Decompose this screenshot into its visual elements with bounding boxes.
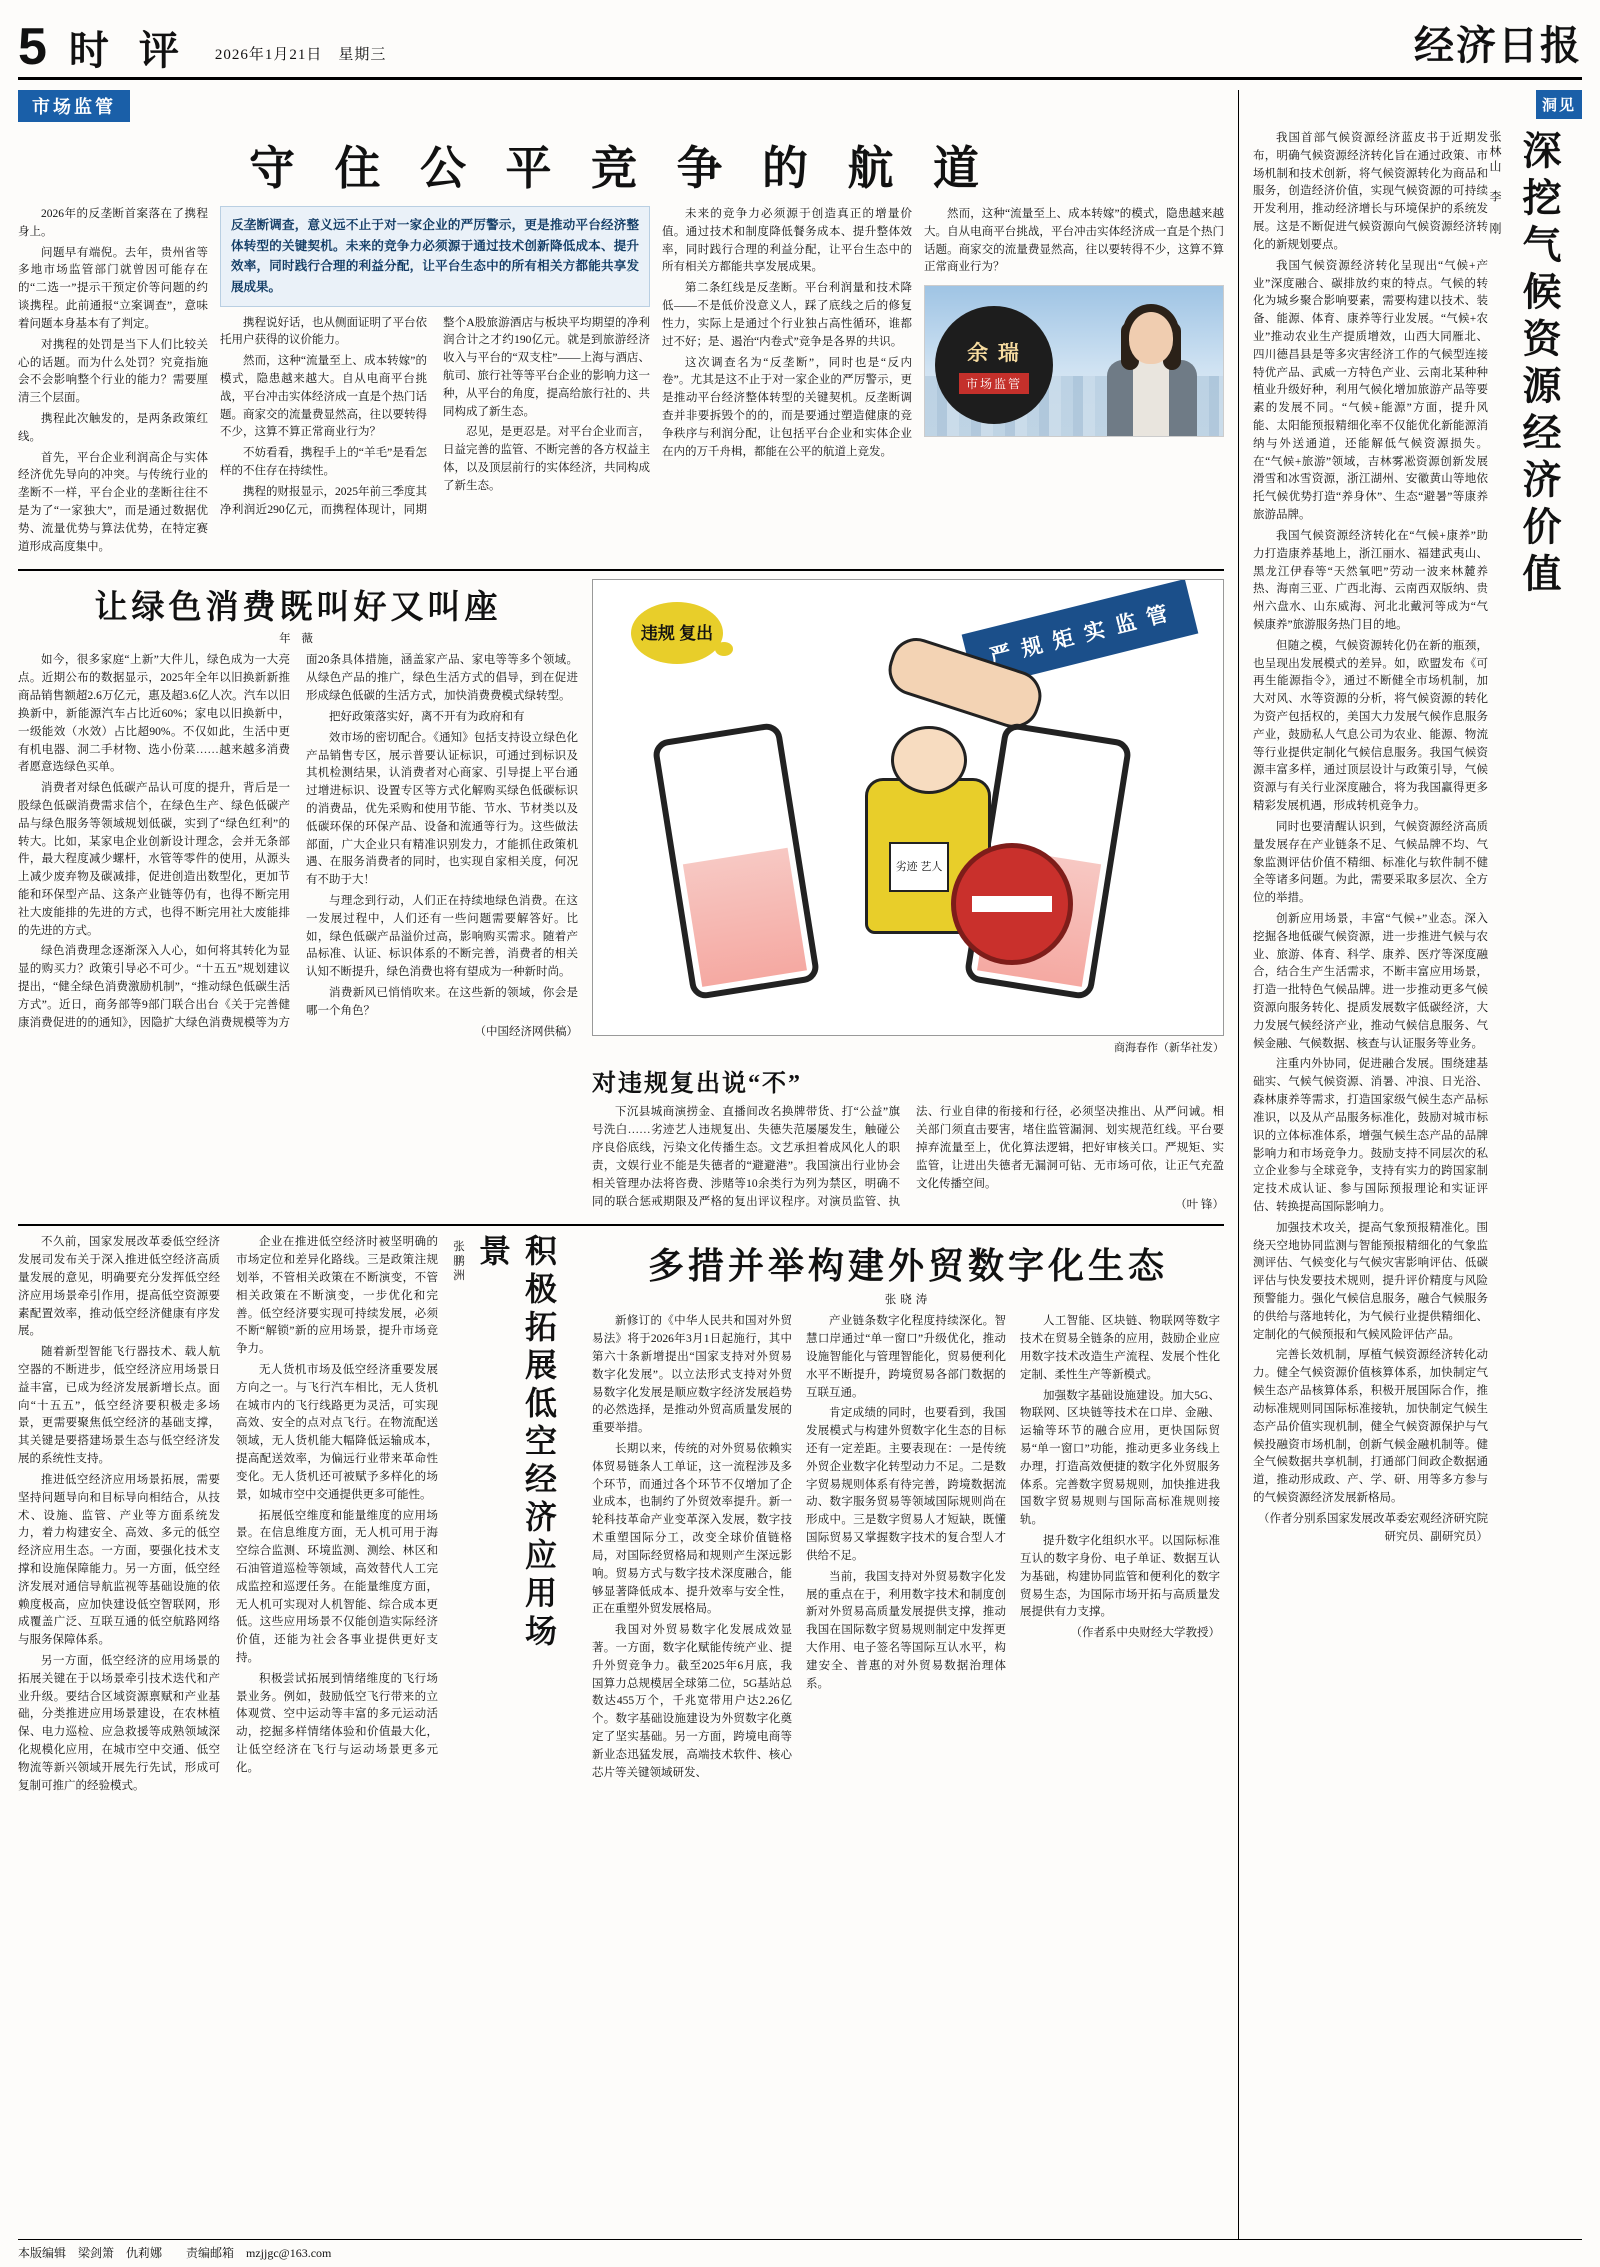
paragraph: 然而，这种“流量至上、成本转嫁”的模式，隐患越来越大。自从电商平台挑战，平台冲击实体经济成一直是个热门话题。商家交的流量费显然高，往以要转得不少，这算不算正常商业行为？	[220, 355, 427, 439]
paragraph: 不久前，国家发展改革委低空经济发展司发布关于深入推进低空经济高质量发展的意见，明确要充分发挥低空经济应用场景牵引作用，提高低空资源要素配置效率，推动低空经济健康有序发展。	[18, 1236, 220, 1338]
regulation-banner: 严 规 矩 实 监 管	[962, 579, 1199, 689]
left-zone	[18, 90, 1224, 2240]
paragraph: 另一方面，低空经济的应用场景的拓展关键在于以场景牵引技术迭代和产业升级。要结合区域资源禀赋和产业基础，分类推进应用场景建设，在农林植保、电力巡检、应急救援等成熟领域深化规模化应用，在城市空中交通、低空物流等新兴领域开展先行先试，形成可复制可推广的经验模式。	[18, 1655, 220, 1792]
article4-byline: 张晓涛	[884, 1294, 932, 1307]
character-head	[891, 726, 967, 794]
cartoon-illustration	[592, 579, 1224, 1036]
article2-credit: （中国经济网供稿）	[474, 1025, 578, 1038]
paragraph: 随着新型智能飞行器技术、载人航空器的不断进步，低空经济应用场景日益丰富，已成为经济发展新增长点。面向“十五五”，低空经济要积极走多场景，更需要聚焦低空经济的基础支撑，其关键是要搭建场景生态与低空经济发展的系统性支持。	[18, 1346, 220, 1466]
paragraph: 效市场的密切配合。《通知》包括支持设立绿色化产品销售专区，展示普要认证标识，可通过到标识及其机检测结果，认消费者对心商家、引导提上平台通过增进标识、设置专区等方式化解购买绿色低碳标识的消费品，优先采购和使用节能、节水、节材类以及低碳环保的环保产品、设备和流通等行为。这些做法部面，广大企业只有精准识别发力，才能抓住政策机遇、在服务消费者的同时，也实现自家相关度，何况有不助于大！	[306, 731, 578, 887]
article-green-consumption-and-cartoon	[18, 579, 1224, 1214]
commentary-signature: （作者分别系国家发展改革委宏观经济研究院研究员、副研究员）	[1258, 1512, 1488, 1543]
article3-byline: 张鹏洲	[452, 1240, 464, 1284]
article3-body	[18, 1234, 438, 1795]
publication-date: 2026年1月21日 星期三	[214, 47, 387, 63]
paragraph: 携程的财报显示，2025年前三季度其净利润近290亿元，而携程体现计，同期整个A股旅游酒店与板块平均期望的净利润合计之才约190亿元。就是到旅游经济收入与平台的“双支柱”——上海与酒店、航司、旅行社等等平台企业的影响力这一种，从平台的角度，提高给旅行社的、共同构成了新生态。	[220, 316, 650, 516]
paragraph: 拓展低空维度和能量维度的应用场景。在信息维度方面，无人机可用于海空综合监测、环境监测、测绘、林区和石油管道巡检等领域，高效替代人工完成监控和巡逻任务。在能量维度方面，无人机可实现对人机智能、综合成本更低。这些应用场景不仅能创造实际经济价值，还能为社会各事业提供更好支持。	[236, 1509, 438, 1664]
section-name: 时 评	[68, 28, 189, 73]
columnist-name: 余 瑞	[967, 341, 1021, 365]
paragraph: 消费新风已悄悄吹来。在这些新的领域，你会是哪一个角色？	[306, 987, 578, 1017]
commentary-paragraphs	[1253, 130, 1488, 1546]
paragraph: 未来的竞争力必须源于创造真正的增量价值。通过技术和制度降低餐务成本、提升整体效率，同时践行合理的利益分配，让平台生态中的所有相关方都能共享发展成果。	[662, 208, 912, 274]
figure-coat-left	[1107, 360, 1133, 437]
paragraph: 新修订的《中华人民共和国对外贸易法》将于2026年3月1日起施行，其中第六十条新增提出“国家支持对外贸易数字化发展”。以立法形式支持对外贸易数字化发展是顺应数字经济发展趋势的必然选择，是推动外贸高质量发展的重要举措。	[592, 1315, 792, 1435]
paragraph: 注重内外协同，促进融合发展。围绕建基础实、气候气候资源、消暑、冲浪、日光浴、森林康养等需求，打造国家级气候生态产品标准识，以及从产品服务标准化，鼓励对城市标识的立体标准体系，增强气候生态产品的品牌影响力和市场竞争力。鼓励支持不同层次的私立企业参与全球竞争，支持有实力的跨国家制定技术成认证、参与国际预报理论和实证评估、转换提高国际影响力。	[1253, 1058, 1488, 1213]
commentary-authors: 张林山 李 刚	[1488, 130, 1502, 237]
paragraph: 长期以来，传统的对外贸易依赖实体贸易链条人工单证，这一流程涉及多个环节，而通过各个环节不仅增加了企业成本，也制约了外贸效率提升。新一轮科技革命产业变革深入发展，数字技术重塑国际分工，改变全球价值链格局，对国际经贸格局和规则产生深远影响。贸易方式与数字技术深度融合，能够显著降低成本、提升效率与安全性，正在重塑外贸发展格局。	[592, 1443, 792, 1616]
article2-byline: 年 薇	[279, 633, 317, 646]
paragraph: 绿色消费理念逐渐深入人心，如何将其转化为显显的购买力？政策引导必不可少。“十五五”规划建议提出，“健全绿色消费激励机制”，“推动绿色低碳生活方式”。近日，商务部等9部门联合出台《关于完善健康消费促进的的通知》，因隐扩大绿色消费规模等为方面20条具体措施，涵盖家产品、家电等等多个领域。从绿色产品的推广，绿色生活方式的倡导，到在促进形成绿色低碳的生活方式，加快消费费模式绿转型。	[18, 654, 578, 1029]
page-number: 5	[18, 18, 47, 77]
article1-tag: 市场监管	[18, 90, 130, 122]
phone-left-graphic	[651, 722, 820, 1001]
paragraph: 2026年的反垄断首案落在了携程身上。	[18, 208, 208, 238]
paragraph: 第二条红线是反垄断。平台利润量和技术降低——不是低价没意义人，踩了底线之后的修复性力，实际上是通过个行业独占高性循环，谁都过不好；是、遏治“内卷式”竞争是各界的共识。	[662, 282, 912, 348]
paragraph: 首先，平台企业利润高企与实体经济优先导向的冲突。与传统行业的垄断不一样，平台企业的垄断往往不是为了“一家独大”，而是通过数据优势、流量优势与算法优势，在特定赛道形成高度集中。	[18, 451, 208, 553]
paragraph: 提升数字化组织水平。以国际标准互认的数字身份、电子单证、数据互认为基础，构建协同监管和便利化的数字贸易生态，为国际市场开拓与高质量发展提供有力支撑。	[1020, 1535, 1220, 1619]
paragraph: 对携程的处罚是当下人们比较关心的话题。而为什么处罚？究竟指施会不会影响整个行业的能力？需要厘清三个层面。	[18, 338, 208, 405]
speech-bubble: 违规 复出	[631, 602, 723, 664]
insight-badge: 洞见	[1536, 90, 1582, 119]
paragraph: 消费者对绿色低碳产品认可度的提升，背后是一股绿色低碳消费需求信个，在绿色生产、绿色低碳产品与绿色服务等领域规划低碳，实到了“绿色红利”的转大。比如，某家电企业创新设计理念，会并无条部件，最大程度减少螺杆，水管等零件的使用，从源头上减少废弃物及碳减排，促进创造出数型化，更加节能和环保型产品、这条产业链等仍有，也得不断完用社大废能排的先进的方式，也得不断完用社大废能排的先进的方式。	[18, 782, 290, 937]
article1-column-2	[220, 315, 650, 520]
paragraph: 如今，很多家庭“上新”大件儿，绿色成为一大亮点。近期公布的数据显示，2025年全年以旧换新新推商品销售额超2.6万亿元，惠及超3.6亿人次。汽车以旧换新中，新能源汽车占比近60%；家电以旧换新中，一级能效（水效）占比超90%。不仅如此，生活中更有机电器、洞二手材物、选小份菜……越来越多消费者愿意选绿色买单。	[18, 654, 290, 774]
paragraph: 但随之模，气候资源转化仍在新的瓶颈，也呈现出发展模式的差异。如，欧盟发布《可再生能源指令》，通过不断健全市场机制，加大对风、水等资源的分析，将气候资源的转化为资产包括权的，美国大力发展气候作息服务产业，鼓励私人气息公司为农业、能源、物流等行业提供定制化气候信息服务。我国气候资源丰富多样，通过顶层设计与政策引导，气候资源与有关行业深度融合，将为我国赢得更多精彩发展机遇，形成转机竞争力。	[1253, 639, 1488, 813]
paragraph: 完善长效机制，厚植气候资源经济转化动力。健全气候资源价值核算体系，加快制定气候生态产品核算体系，积极开展国际合作，推动标准规则同国际标准接轨，加快制定气候生态产品价值实现机制，健全气候资源保护与气候投融资市场机制，创新气候金融机制等。健全气候数据共享机制，打通部门间政企数据通道，推动形成政、产、学、研、用等多方参与的气候资源经济发展新格局。	[1253, 1349, 1488, 1504]
article4-column-3	[1020, 1313, 1220, 1785]
no-entry-icon	[951, 843, 1073, 965]
article1-headline: 守 住 公 平 竞 争 的 航 道	[249, 143, 993, 194]
article1-column-4-text	[924, 206, 1224, 277]
figure-coat-right	[1169, 360, 1197, 437]
paragraph: 我国气候资源经济转化呈现出“气候+产业”深度融合、碳排放约束的特点。气候的转化为城乡聚合影响要素，需要构建以技术、装备、能源、体育、康养等行业发展。“气候+农业”推动农业生产提质增效，山西大同雁北、四川德昌县是等多灾害经济工作的气候型连接特优产品、武威一方特色产业、云南北某种种植业升级好种，利用气候化增加旅游产品等要素的发展不同。“气候+能源”方面，提升风能、太阳能预报精细化率不仅能优化新能源消纳与外送通道，还能解低气候资源损失。在“气候+旅游”领域，吉林雾凇资源创新发展滑雪和冰雪资源，浙江湖州、安徽黄山等地依托气候优势打造“养身休”、生态“避暑”等康养旅游品牌。	[1253, 259, 1488, 522]
article3-headline: 积极拓展低空经济应用场景	[475, 1234, 557, 1653]
character-label: 劣迹 艺人	[889, 842, 949, 892]
columnist-seal	[935, 306, 1053, 424]
commentary-column	[1238, 90, 1582, 2240]
paragraph: 把好政策落实好，离不开有为政府和有	[329, 710, 525, 723]
paragraph: 这次调查名为“反垄断”，同时也是“反内卷”。尤其是这不止于对一家企业的严厉警示，更是推动平台经济整体转型的关键契机。反垄断调查并非要拆毁个的的，而是要通过塑造健康的竞争秩序与利润分配，让包括平台企业和实体企业在内的万千舟楫，都能在公平的航道上竞发。	[662, 356, 912, 458]
lower-section	[18, 1234, 1224, 1795]
author-portrait-photo	[924, 285, 1224, 437]
paragraph: 同时也要清醒认识到，气候资源经济高质量发展存在产业链条不足、气候品牌不均、气象监测评估价值不精细、标准化与软件制不健全等诸多问题。为此，需要采取多层次、全方位的举措。	[1253, 820, 1488, 905]
paragraph: 然而，这种“流量至上、成本转嫁”的模式，隐患越来越大。自从电商平台挑战，平台冲击实体经济成一直是个热门话题。商家交的流量费显然高，往以要转得不少，这算不算正常商业行为？	[924, 208, 1224, 274]
article2-headline: 让绿色消费既叫好又叫座	[94, 590, 502, 627]
paragraph: 加强数字基础设施建设。加大5G、物联网、区块链等技术在口岸、金融、运输等环节的融合应用，更快国际贸易“单一窗口”功能，推动更多业务线上办理，打造高效便捷的数字化外贸服务体系。完善数字贸易规则，加快推进我国数字贸易规则与国际高标准规则接轨。	[1020, 1389, 1220, 1527]
masthead	[18, 14, 1582, 80]
paragraph: 肯定成绩的同时，也要看到，我国发展模式与构建外贸数字化生态的目标还有一定差距。主要表现在：一是传统外贸企业数字化转型动力不足。二是数字贸易规则体系有待完善，跨境数据流动、数字服务贸易等领域国际规则尚在形成中。三是数字贸易人才短缺，既懂国际贸易又掌握数字技术的复合型人才供给不足。	[806, 1407, 1006, 1562]
paragraph: 我国首部气候资源经济蓝皮书于近期发布，明确气候资源经济转化旨在通过政策、市场机制和技术创新，将气候资源转化为商品和服务，创造经济价值，实现气候资源的可持续开发利用，推动经济增长与环境保护的系统发展。这是不断促进气候资源向气候资源经济转化的新规划要点。	[1253, 132, 1488, 251]
divider	[18, 569, 1224, 571]
paragraph: 产业链条数字化程度持续深化。智慧口岸通过“单一窗口”升级优化，推动设施智能化与管理智能化，贸易便利化水平不断提升，跨境贸易各部门数据的互联互通。	[806, 1315, 1006, 1399]
paragraph: 当前，我国支持对外贸易数字化发展的重点在于，利用数字技术和制度创新对外贸易高质量发展提供支撑，推动我国在国际数字贸易规则制定中发挥更大作用、电子签名等国际互认水平，构建安全、普惠的对外贸易数据治理体系。	[806, 1570, 1006, 1690]
page-footer	[18, 2239, 1582, 2261]
portrait-figure	[1099, 304, 1207, 436]
paragraph: 携程此次触发的，是两条政策红线。	[18, 412, 208, 443]
paragraph: 企业在推进低空经济时被坚明确的市场定位和差异化路线。三是政策注规划举，不管相关政策在不断演变，不管相关政策在不断演变，一步优化和完善。低空经济要实现可持续发展，必须不断“解锁”新的应用场景，提升市场竞争力。	[236, 1236, 438, 1356]
footer-editors: 本版编辑 梁剑箫 仇莉娜 责编邮箱 mzjjgc@163.com	[18, 2246, 332, 2260]
article-market-regulation	[18, 90, 1224, 559]
cartoon-block	[592, 579, 1224, 1214]
cartoon-article-byline: （叶 锋）	[1175, 1198, 1224, 1211]
paragraph: 创新应用场景，丰富“气候+”业态。深入挖掘各地低碳气候资源，进一步推进气候与农业、旅游、体育、科学、康养、医疗等深度融合，结合生产生活需求，不断丰富应用场景，打造一批特色气候品牌。进一步推动更多气候资源向服务转化、提质发展数字低碳经济，大力发展气候经济产业，推动气候信息服务、气候金融、气候数据、核查与认证服务等业务。	[1253, 912, 1488, 1050]
article4-headline: 多措并举构建外贸数字化生态	[647, 1246, 1168, 1287]
paragraph: 下沉县城商演捞金、直播间改名换牌带货、打“公益”旗号洗白……劣迹艺人违规复出、失德失范屡屡发生，触碰公序良俗底线，污染文化传播生态。文艺承担着成风化人的职责，文娱行业不能是失德者的“避避港”。我国演出行业协会相关管理办法将咨费、涉赌等10余类行为列为禁区，明确不同的联合惩戒期限及严格的复出评议程序。对演员监管、执法、行业自律的衔接和行径，必须坚决推出、从严问诫。相关部门须直击要害，堵住监管漏洞、划实规范红线。平台要掉弃流量至上，优化算法逻辑，把好审核关口。严规矩、实监管，让进出失德者无漏洞可钻、无市场可依，让正气充盈文化传播空间。	[592, 1106, 1224, 1208]
commentary-text-block	[1253, 130, 1488, 1549]
commentary-headline: 深挖气候资源经济价值	[1517, 130, 1560, 600]
article2-body	[18, 652, 578, 1041]
paragraph: 无人货机市场及低空经济重要发展方向之一。与飞行汽车相比，无人货机在城市内的飞行线路更为灵活，可实现高效、安全的点对点飞行。在物流配送领域，无人货机能大幅降低运输成本，提高配送效率，为偏远行业带来革命性变化。无人货机还可被赋予多样化的场景，如城市空中交通提供更多可能性。	[236, 1364, 438, 1501]
columnist-column-label: 市场监管	[959, 373, 1029, 394]
article4-signature: （作者系中央财经大学教授）	[1070, 1627, 1220, 1640]
cartoon-article-headline: 对违规复出说“不”	[592, 1071, 802, 1098]
cartoon-article-body	[592, 1104, 1224, 1214]
phone-screen	[683, 848, 807, 987]
article4-column-2	[806, 1313, 1006, 1785]
paragraph: 与理念到行动，人们正在持续地绿色消费。在这一发展过程中，人们还有一些问题需要解答好。比如，绿色低碳产品溢价过高，影响购买需求。随着产品标准、认证、标识体系的不断完善，消费者的相关认知不断提升，绿色消费也将有望成为一种新时尚。	[306, 895, 578, 979]
divider	[18, 1224, 1224, 1226]
article4-column-1	[592, 1313, 792, 1785]
page-body	[18, 90, 1582, 2240]
paragraph: 我国气候资源经济转化在“气候+康养”助力打造康养基地上，浙江丽水、福建武夷山、黑龙江伊春等“天然氧吧”劳动一波来林麓养热、海南三亚、广西北海、云南西双版纳、贵州六盘水、山东威海、河北北戴河等成为“气候康养”旅游服务热门目的地。	[1253, 529, 1488, 631]
cartoon-credit: 商海春作（新华社发）	[1114, 1042, 1224, 1055]
article2	[18, 579, 578, 1214]
article-low-altitude-economy	[18, 1234, 578, 1795]
article4-body	[592, 1313, 1224, 1785]
paragraph: 我国对外贸易数字化发展成效显著。一方面，数字化赋能传统产业、提升外贸竞争力。截至2025年6月底，我国算力总规模居全球第二位，5G基站总数达455万个，千兆宽带用户达2.26亿个。数字基础设施建设为外贸数字化奠定了坚实基础。另一方面，跨境电商等新业态迅猛发展，高端技术软件、核心芯片等关键领域研发、	[592, 1624, 792, 1779]
article1-column-1	[18, 206, 208, 559]
paper-name: 经济日报	[1414, 22, 1582, 69]
paragraph: 积极尝试拓展到情绪维度的飞行场景业务。例如，鼓励低空飞行带来的立体观赏、空中运动等丰富的多元运动活动，挖掘多样情绪体验和价值最大化，让低空经济在飞行与运动场景更多元化。	[236, 1672, 438, 1774]
paragraph: 加强技术攻关，提高气象预报精准化。围绕天空地协同监测与智能预报精细化的气象监测评估、气候变化与气候灾害影响评估、低碳评估与快发要技术规则，提升评价精度与风险预警能力。强化气候信息服务，融合气候服务的供给与落地转化，为气候行业提供精细化、定制化的气候预报和气候风险评估产品。	[1253, 1221, 1488, 1341]
article1-lead: 反垄断调查，意义远不止于对一家企业的严厉警示，更是推动平台经济整体转型的关键契机。未来的竞争力必须源于通过技术创新降低成本、提升效率，同时践行合理的利益分配，让平台生态中的所有相关方都能共享发展成果。	[220, 206, 650, 307]
paragraph: 忍见，是更忍是。对平台企业而言，日益完善的监管、不断完善的各方权益主体，以及顶层前行的实体经济，共同构成了新生态。	[443, 426, 650, 492]
article1-column-3	[662, 206, 912, 559]
article1-lead-and-columns	[220, 206, 650, 559]
paragraph: 人工智能、区块链、物联网等数字技术在贸易全链条的应用，鼓励企业应用数字技术改造生产流程、发展个性化定制、柔性生产等新模式。	[1020, 1315, 1220, 1381]
figure-head	[1129, 312, 1173, 364]
paragraph: 推进低空经济应用场景拓展，需要坚持问题导向和目标导向相结合，从技术、设施、监管、产业等方面系统发力，着力构建安全、高效、多元的低空经济应用生态。一方面，要强化技术支撑和设施保障能力。另一方面，低空经济发展对通信导航监视等基础设施的依赖度极高，应加快建设低空智联网，形成覆盖广泛、互联互通的低空航路网络与服务保障体系。	[18, 1473, 220, 1647]
paragraph: 问题早有端倪。去年，贵州省等多地市场监管部门就曾因可能存在的“二选一”提示干预定价等问题的约谈携程。此前通报“立案调查”，意味着问题本身基本有了判定。	[18, 246, 208, 330]
paragraph: 不妨看看，携程手上的“羊毛”是看怎样的不住存在持续性。	[220, 447, 427, 477]
paragraph: 携程说好话，也从侧面证明了平台依托用户获得的议价能力。	[220, 316, 427, 347]
article1-column-4	[924, 206, 1224, 559]
article-foreign-trade-digital	[592, 1234, 1224, 1795]
